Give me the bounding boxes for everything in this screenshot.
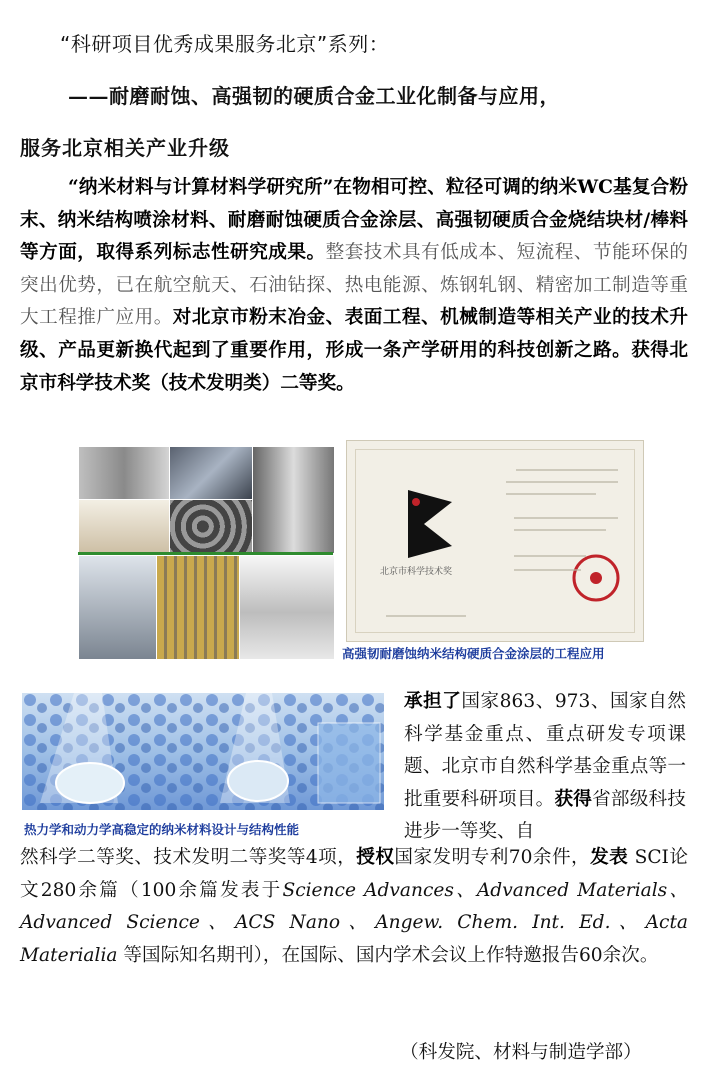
nanomaterial-render [22, 693, 384, 810]
roller-photo [252, 446, 335, 554]
papers-text-a: SCI论文280余篇（100余篇发表于 [20, 847, 688, 901]
award-certificate [346, 440, 644, 642]
spray-photo [169, 446, 253, 500]
journal-list: Science Advances、Advanced Materials、Advanced Science、ACS Nano、Angew. Chem. Int. Ed.、Acta Materialia [20, 879, 688, 966]
awards-text-tail: 然科学二等奖、技术发明二等奖等4项， [20, 847, 357, 868]
awards-text-head: 省部级科技进步一等奖、自 [404, 788, 686, 843]
intro-bold-b: 对北京市粉末冶金、表面工程、机械制造等相关产业的技术升级、产品更新换代起到了重要作用，形成一条产学研用的科技创新之路。获得北京市科学技术奖（技术发明类）二等奖。 [20, 307, 688, 394]
undertook-label: 承担了 [404, 691, 462, 712]
intro-bold-a: “纳米材料与计算材料学研究所”在物相可控、粒径可调的纳米WC基复合粉末、纳米结构喷涂材料、耐磨耐蚀硬质合金涂层、高强韧硬质合金烧结块材/棒料等方面，取得系列标志性研究成果。 [20, 177, 688, 264]
inserts-photo [78, 555, 157, 660]
patents-label: 授权 [356, 847, 395, 868]
caption-application: 高强韧耐磨蚀纳米结构硬质合金涂层的工程应用 [342, 646, 605, 661]
heading-subtitle-2: 服务北京相关产业升级 [20, 136, 230, 160]
heading-subtitle: ——耐磨耐蚀、高强韧的硬质合金工业化制备与应用， [68, 84, 560, 108]
awards-label: 获得 [554, 788, 593, 810]
certificate-title: 北京市科学技术奖 [380, 567, 453, 577]
shaft-photo [78, 446, 170, 500]
projects-side-text [404, 686, 686, 849]
grain-ellipse-right [228, 761, 288, 801]
certificate-graphic [356, 450, 634, 632]
tools-photo [239, 555, 335, 660]
caption-design: 热力学和动力学高稳定的纳米材料设计与结构性能 [24, 822, 300, 837]
department-footer: （科发院、材料与制造学部） [400, 1042, 642, 1063]
projects-paragraph [20, 842, 688, 972]
drill-bits-photo [156, 555, 240, 660]
rings-photo [169, 499, 253, 554]
patents-text: 国家发明专利70余件， [394, 847, 591, 868]
papers-text-b: 等国际知名期刊），在国际、国内学术会议上作特邀报告60余次。 [123, 944, 659, 966]
heading-series: “科研项目优秀成果服务北京”系列： [60, 32, 390, 56]
grain-ellipse-left [56, 763, 124, 803]
papers-label: 发表 [590, 847, 629, 868]
intro-paragraph [20, 172, 688, 400]
intro-normal: 整套技术具有低成本、短流程、节能环保的突出优势，已在航空航天、石油钻探、热电能源、炼钢轧钢、精密加工制造等重大工程推广应用。 [20, 242, 688, 329]
crystal-block [318, 723, 380, 803]
green-divider [78, 552, 333, 555]
undertook-text: 国家863、973、国家自然科学基金重点、重点研发专项课题、北京市自然科学基金重点等一批重要科研项目。 [404, 691, 686, 810]
ceramic-parts-photo [78, 499, 170, 554]
